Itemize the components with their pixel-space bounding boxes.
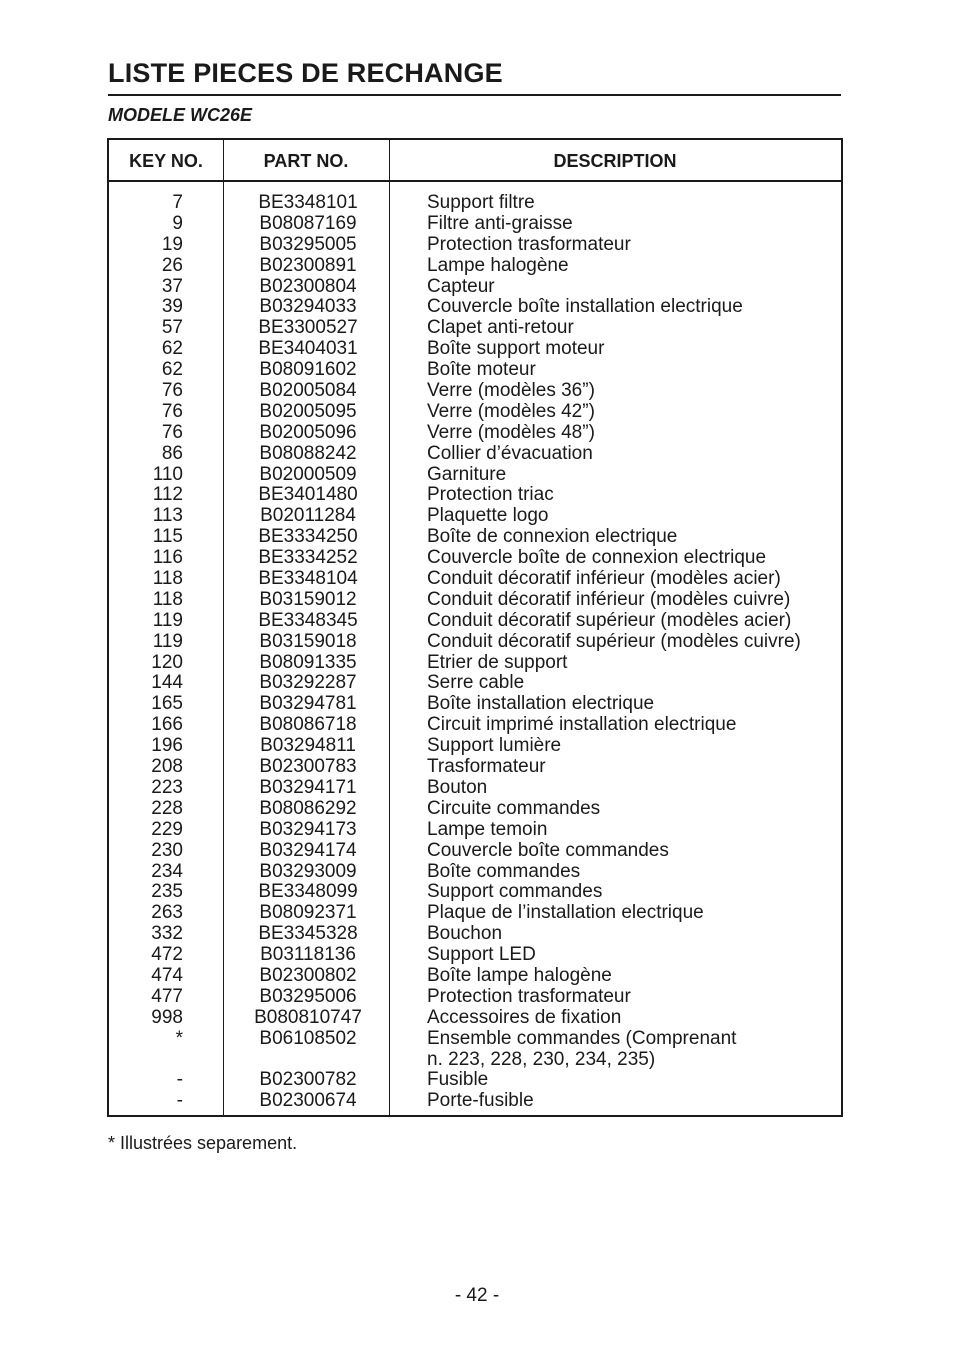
table-row (109, 841, 841, 862)
key-no-cell: 472 (151, 944, 183, 966)
description-cell: Boîte installation electrique (427, 693, 655, 715)
table-row (109, 297, 841, 318)
part-no-cell: B03294811 (260, 735, 356, 757)
part-no-cell: B02005084 (259, 380, 357, 402)
part-no-cell: B03294781 (259, 693, 357, 715)
key-no-cell: 76 (161, 380, 183, 402)
key-no-cell: 234 (151, 860, 183, 882)
key-no-cell: 76 (161, 421, 183, 443)
part-no-cell: B08087169 (259, 212, 357, 234)
description-cell: Bouton (427, 776, 488, 798)
description-cell: Lampe halogène (427, 254, 569, 276)
description-cell: Circuite commandes (427, 797, 601, 819)
parts-table (107, 138, 843, 1117)
key-no-cell: 196 (151, 735, 183, 757)
table-row (109, 694, 841, 715)
description-cell: Filtre anti-graisse (427, 212, 573, 234)
key-no-cell: 37 (161, 275, 183, 297)
key-no-cell: 332 (151, 923, 183, 945)
table-row (109, 757, 841, 778)
part-no-cell: B03159018 (259, 630, 357, 652)
part-no-cell: BE3300527 (258, 317, 358, 339)
part-no-cell: BE3334252 (258, 547, 358, 569)
key-no-cell: 76 (161, 400, 183, 422)
table-row (109, 715, 841, 736)
key-no-cell: 166 (151, 714, 183, 736)
part-no-cell: B02000509 (259, 463, 357, 485)
table-row (109, 506, 841, 527)
key-no-cell: 228 (151, 797, 183, 819)
description-cell: Protection triac (427, 484, 554, 506)
part-no-cell: BE3348345 (258, 609, 358, 631)
table-row (109, 862, 841, 883)
table-row (109, 277, 841, 298)
description-cell: Accessoires de fixation (427, 1006, 622, 1028)
part-no-cell: B03294171 (259, 776, 357, 798)
part-no-cell: B03118136 (260, 944, 356, 966)
table-row (109, 360, 841, 381)
part-no-cell: B02011284 (260, 505, 356, 527)
part-no-cell: BE3345328 (258, 923, 358, 945)
description-cell: Couvercle boîte commandes (427, 839, 669, 861)
key-no-cell: 144 (151, 672, 183, 694)
description-cell: Conduit décoratif supérieur (modèles cuivre) (427, 630, 801, 652)
key-no-cell: 116 (152, 547, 183, 569)
part-no-cell: B08086292 (259, 797, 357, 819)
key-no-cell: 119 (152, 630, 183, 652)
part-no-cell: BE3348099 (258, 881, 358, 903)
key-no-cell: 19 (161, 233, 183, 255)
key-no-cell: 119 (152, 609, 183, 631)
description-cell: n. 223, 228, 230, 234, 235) (427, 1048, 656, 1070)
part-no-cell: B02005095 (259, 400, 357, 422)
part-no-cell: B06108502 (259, 1027, 357, 1049)
title-underline (108, 94, 841, 96)
part-no-cell: BE3401480 (258, 484, 358, 506)
description-cell: Plaque de l’installation electrique (427, 902, 704, 924)
description-cell: Conduit décoratif supérieur (modèles acier) (427, 609, 792, 631)
description-cell: Support commandes (427, 881, 603, 903)
table-row (109, 653, 841, 674)
description-cell: Verre (modèles 42”) (427, 400, 595, 422)
header-key-no: KEY NO. (129, 151, 203, 171)
key-no-cell: 39 (161, 296, 183, 318)
description-cell: Garniture (427, 463, 507, 485)
description-cell: Collier d’évacuation (427, 442, 593, 464)
description-cell: Support LED (427, 944, 536, 966)
table-row (109, 444, 841, 465)
description-cell: Protection trasformateur (427, 233, 631, 255)
key-no-cell: 57 (161, 317, 183, 339)
description-cell: Clapet anti-retour (427, 317, 574, 339)
table-row (109, 465, 841, 486)
part-no-cell: B08088242 (259, 442, 357, 464)
part-no-cell: BE3348101 (258, 192, 358, 213)
key-no-cell: 26 (161, 254, 183, 276)
footnote: * Illustrées separement. (108, 1133, 298, 1153)
table-row (109, 673, 841, 694)
description-cell: Bouchon (427, 923, 503, 945)
table-body (109, 193, 841, 1112)
key-no-cell: 62 (161, 338, 183, 360)
description-cell: Etrier de support (427, 651, 568, 673)
description-cell: Verre (modèles 36”) (427, 380, 595, 402)
part-no-cell: B03295005 (259, 233, 357, 255)
page-title: LISTE PIECES DE RECHANGE (108, 58, 503, 88)
key-no-cell: * (175, 1027, 183, 1049)
table-row (109, 611, 841, 632)
table-row (109, 903, 841, 924)
key-no-cell: 263 (151, 902, 183, 924)
part-no-cell: B08092371 (259, 902, 357, 924)
key-no-cell: 113 (152, 505, 183, 527)
description-cell: Couvercle boîte de connexion electrique (427, 547, 767, 569)
table-row (109, 590, 841, 611)
part-no-cell: B02005096 (259, 421, 357, 443)
key-no-cell: 235 (151, 881, 183, 903)
description-cell: Boîte commandes (427, 860, 581, 882)
part-no-cell: BE3334250 (258, 526, 358, 548)
key-no-cell: 112 (152, 484, 183, 506)
description-cell: Support filtre (427, 192, 535, 213)
table-row (109, 736, 841, 757)
table-row (109, 1008, 841, 1029)
table-row (109, 318, 841, 339)
description-cell: Trasformateur (427, 756, 546, 778)
part-no-cell: B02300804 (259, 275, 357, 297)
description-cell: Support lumière (427, 735, 562, 757)
description-cell: Boîte support moteur (427, 338, 605, 360)
key-no-cell: 118 (152, 588, 183, 610)
description-cell: Fusible (427, 1069, 489, 1091)
description-cell: Conduit décoratif inférieur (modèles acier) (427, 568, 781, 590)
part-no-cell: BE3404031 (258, 338, 358, 360)
table-row (109, 1050, 841, 1071)
part-no-cell: B08091602 (259, 359, 357, 381)
key-no-cell: 110 (152, 463, 183, 485)
key-no-cell: 223 (151, 776, 183, 798)
part-no-cell: B03295006 (259, 985, 357, 1007)
table-row (109, 214, 841, 235)
part-no-cell: B03294174 (259, 839, 357, 861)
table-row (109, 924, 841, 945)
description-cell: Circuit imprimé installation electrique (427, 714, 737, 736)
description-cell: Plaquette logo (427, 505, 549, 527)
table-row (109, 402, 841, 423)
table-row (109, 339, 841, 360)
description-cell: Porte-fusible (427, 1090, 534, 1112)
key-no-cell: 86 (161, 442, 183, 464)
key-no-cell: - (176, 1069, 183, 1091)
header-divider (109, 180, 841, 182)
table-row (109, 569, 841, 590)
table-row (109, 1070, 841, 1091)
description-cell: Boîte de connexion electrique (427, 526, 678, 548)
description-cell: Protection trasformateur (427, 985, 631, 1007)
table-row (109, 987, 841, 1008)
description-cell: Capteur (427, 275, 495, 297)
table-row (109, 1029, 841, 1050)
description-cell: Lampe temoin (427, 818, 548, 840)
page-number: - 42 - (454, 1285, 500, 1306)
table-row (109, 778, 841, 799)
part-no-cell: B03293009 (259, 860, 357, 882)
table-row (109, 256, 841, 277)
header-description: DESCRIPTION (553, 151, 677, 171)
key-no-cell: 230 (151, 839, 183, 861)
part-no-cell: BE3348104 (258, 568, 358, 590)
table-row (109, 820, 841, 841)
table-row (109, 966, 841, 987)
part-no-cell: B080810747 (254, 1006, 362, 1028)
description-cell: Conduit décoratif inférieur (modèles cuivre) (427, 588, 791, 610)
key-no-cell: 208 (151, 756, 183, 778)
part-no-cell: B03159012 (259, 588, 357, 610)
description-cell: Verre (modèles 48”) (427, 421, 595, 443)
part-no-cell: B08086718 (259, 714, 357, 736)
key-no-cell: 229 (151, 818, 183, 840)
table-row (109, 235, 841, 256)
part-no-cell: B02300782 (259, 1069, 357, 1091)
part-no-cell: B03294033 (259, 296, 357, 318)
header-part-no: PART NO. (263, 151, 349, 171)
key-no-cell: 115 (152, 526, 183, 548)
table-row (109, 882, 841, 903)
key-no-cell: 474 (151, 964, 183, 986)
key-no-cell: - (176, 1090, 183, 1112)
description-cell: Couvercle boîte installation electrique (427, 296, 743, 318)
description-cell: Boîte lampe halogène (427, 964, 612, 986)
key-no-cell: 998 (151, 1006, 183, 1028)
table-row (109, 548, 841, 569)
description-cell: Ensemble commandes (Comprenant (427, 1027, 737, 1049)
table-row (109, 1091, 841, 1112)
key-no-cell: 118 (152, 568, 183, 590)
table-row (109, 527, 841, 548)
key-no-cell: 165 (151, 693, 183, 715)
part-no-cell: B08091335 (259, 651, 357, 673)
table-row (109, 193, 841, 214)
table-row (109, 632, 841, 653)
part-no-cell: B02300674 (259, 1090, 357, 1112)
key-no-cell: 9 (172, 212, 183, 234)
table-row (109, 423, 841, 444)
table-row (109, 381, 841, 402)
key-no-cell: 62 (161, 359, 183, 381)
part-no-cell: B02300802 (259, 964, 357, 986)
description-cell: Serre cable (427, 672, 525, 694)
part-no-cell: B03294173 (259, 818, 357, 840)
table-row (109, 485, 841, 506)
part-no-cell: B02300783 (259, 756, 357, 778)
key-no-cell: 477 (151, 985, 183, 1007)
description-cell: Boîte moteur (427, 359, 536, 381)
model-subtitle: MODELE WC26E (108, 105, 253, 125)
table-row (109, 945, 841, 966)
table-row (109, 799, 841, 820)
key-no-cell: 7 (172, 192, 183, 213)
key-no-cell: 120 (151, 651, 183, 673)
part-no-cell: B02300891 (259, 254, 357, 276)
part-no-cell: B03292287 (259, 672, 357, 694)
